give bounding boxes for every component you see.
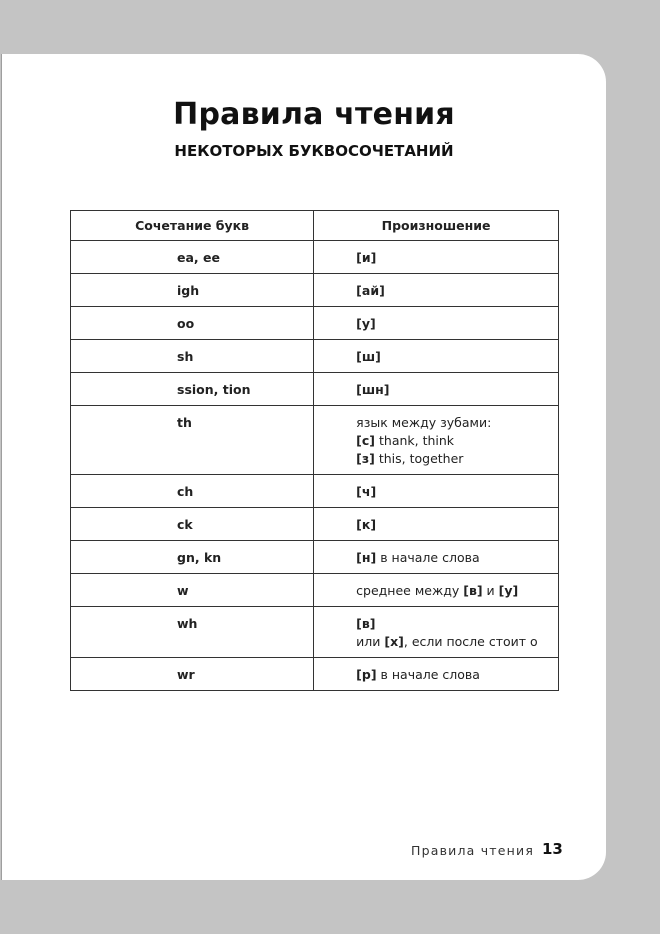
pronunciation-line — [356, 615, 552, 633]
pronunciation-cell — [314, 607, 559, 658]
pronunciation-text: в начале слова — [376, 550, 480, 565]
pronunciation-line — [356, 348, 552, 366]
table-row — [71, 574, 559, 607]
pronunciation-cell — [314, 475, 559, 508]
pronunciation-cell — [314, 508, 559, 541]
table-row — [71, 607, 559, 658]
letter-combination-cell: oo — [71, 307, 314, 340]
running-footer-title: Правила чтения — [411, 843, 535, 858]
table-row — [71, 475, 559, 508]
table-header-row — [71, 211, 559, 241]
letter-combination-cell: ea, ee — [71, 241, 314, 274]
page-subtitle: НЕКОТОРЫХ БУКВОСОЧЕТАНИЙ — [174, 142, 454, 160]
pronunciation-line — [356, 282, 552, 300]
header-pronunciation: Произношение — [314, 211, 559, 241]
letter-combination-cell: igh — [71, 274, 314, 307]
table-row — [71, 541, 559, 574]
pronunciation-text: thank, think — [375, 433, 455, 448]
sound-transcription: [в] — [463, 583, 483, 598]
table-row — [71, 307, 559, 340]
sound-transcription: [с] — [356, 433, 376, 448]
pronunciation-cell — [314, 658, 559, 691]
pronunciation-text: или — [356, 634, 385, 649]
letter-combination-cell: w — [71, 574, 314, 607]
pronunciation-line — [356, 381, 552, 399]
pronunciation-cell — [314, 274, 559, 307]
reading-rules-table — [70, 210, 559, 691]
pronunciation-cell — [314, 307, 559, 340]
pronunciation-line — [356, 483, 552, 501]
page-number: 13 — [542, 840, 563, 858]
pronunciation-line — [356, 582, 552, 600]
pronunciation-text: и — [482, 583, 499, 598]
sound-transcription: [у] — [498, 583, 519, 598]
sound-transcription: [з] — [356, 451, 375, 466]
sound-transcription: [н] — [356, 550, 377, 565]
sound-transcription: [р] — [356, 667, 377, 682]
pronunciation-line — [356, 516, 552, 534]
letter-combination-cell: gn, kn — [71, 541, 314, 574]
table-row — [71, 340, 559, 373]
pronunciation-cell — [314, 241, 559, 274]
sound-transcription: [к] — [356, 517, 377, 532]
table-row — [71, 274, 559, 307]
table-row — [71, 373, 559, 406]
sound-transcription: [ш] — [356, 349, 381, 364]
letter-combination-cell: wh — [71, 607, 314, 658]
pronunciation-text: , если после стоит о — [403, 634, 538, 649]
pronunciation-text: язык между зубами: — [356, 415, 492, 430]
sound-transcription: [шн] — [356, 382, 390, 397]
pronunciation-text: в начале слова — [376, 667, 480, 682]
pronunciation-line — [356, 432, 552, 450]
pronunciation-line — [356, 633, 552, 651]
pronunciation-text: this, together — [374, 451, 464, 466]
book-page — [2, 54, 606, 880]
pronunciation-text: среднее между — [356, 583, 464, 598]
header-letter-combination: Сочетание букв — [71, 211, 314, 241]
letter-combination-cell: wr — [71, 658, 314, 691]
letter-combination-cell: th — [71, 406, 314, 475]
sound-transcription: [ч] — [356, 484, 377, 499]
sound-transcription: [у] — [356, 316, 376, 331]
pronunciation-cell — [314, 541, 559, 574]
table-row — [71, 406, 559, 475]
pronunciation-line — [356, 414, 552, 432]
page-title: Правила чтения — [173, 97, 455, 132]
pronunciation-line — [356, 549, 552, 567]
letter-combination-cell: ssion, tion — [71, 373, 314, 406]
sound-transcription: [и] — [356, 250, 377, 265]
letter-combination-cell: ck — [71, 508, 314, 541]
pronunciation-cell — [314, 373, 559, 406]
table-row — [71, 508, 559, 541]
pronunciation-cell — [314, 340, 559, 373]
pronunciation-line — [356, 450, 552, 468]
sound-transcription: [в] — [356, 616, 376, 631]
pronunciation-cell — [314, 574, 559, 607]
sound-transcription: [ай] — [356, 283, 385, 298]
pronunciation-cell — [314, 406, 559, 475]
letter-combination-cell: ch — [71, 475, 314, 508]
table-row — [71, 658, 559, 691]
pronunciation-line — [356, 666, 552, 684]
letter-combination-cell: sh — [71, 340, 314, 373]
table-body — [71, 241, 559, 691]
table-row — [71, 241, 559, 274]
sound-transcription: [х] — [384, 634, 404, 649]
pronunciation-line — [356, 249, 552, 267]
pronunciation-line — [356, 315, 552, 333]
